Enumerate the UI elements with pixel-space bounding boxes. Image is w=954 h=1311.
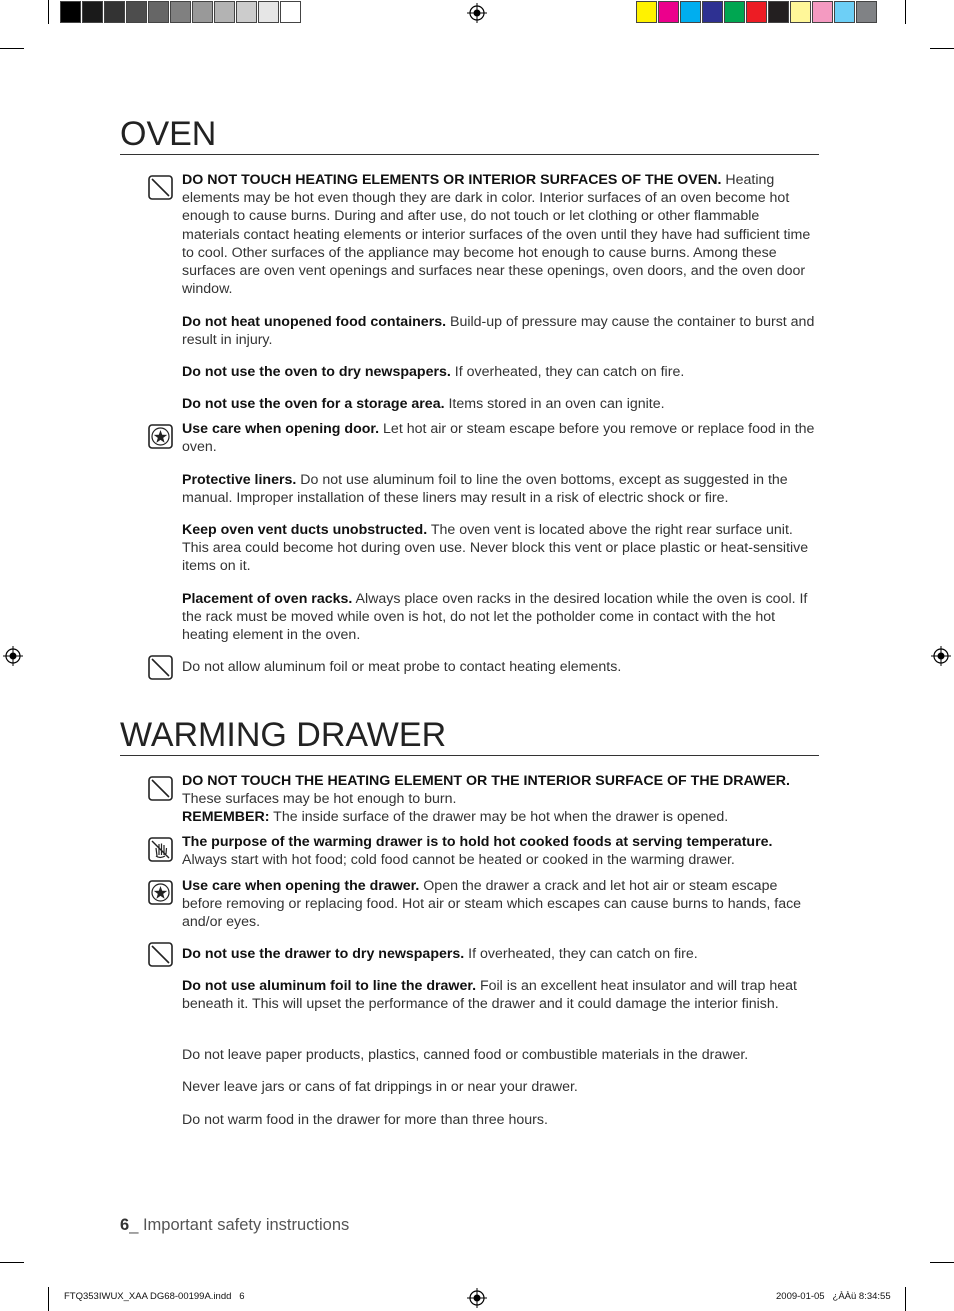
color-swatch xyxy=(680,1,701,23)
warning-text: Build-up of pressure may cause the container to burst and result in injury. xyxy=(182,314,815,349)
prohibited-icon xyxy=(148,776,173,801)
oven-caution-racks xyxy=(182,590,820,645)
registration-mark-icon xyxy=(467,3,487,23)
warning-heading: Placement of oven racks. xyxy=(182,591,353,607)
remember-label: REMEMBER: xyxy=(182,809,270,826)
warning-text: Heating elements may be hot even though they are dark in color. Interior surfaces of an oven become hot enough to cause burns. During and after use, do not touch or let clothing or other flammable materials contact heating elements or interior surfaces of the oven until they have had sufficient time to cool. Other surfaces of the appliance may become hot enough to cause burns. Among these surfaces are oven vent openings and surfaces near these openings, oven doors, and the oven door window. xyxy=(182,172,811,298)
oven-warning-storage xyxy=(182,395,820,413)
warning-heading: Do not heat unopened food containers. xyxy=(182,314,447,330)
warning-text: Do not allow aluminum foil or meat probe to contact heating elements. xyxy=(182,659,622,675)
star-caution-icon xyxy=(148,424,173,449)
warning-text: If overheated, they can catch on fire. xyxy=(464,946,698,962)
warning-heading: Use care when opening door. xyxy=(182,421,380,437)
color-swatch xyxy=(82,1,103,23)
print-slug-date: 2009-01-05 ¿ÀÀü 8:34:55 xyxy=(776,1291,891,1302)
page-footer xyxy=(120,1216,349,1235)
color-swatch xyxy=(702,1,723,23)
prohibited-icon xyxy=(148,942,173,967)
drawer-warning-paper xyxy=(182,1046,820,1064)
drawer-warning-hours xyxy=(182,1111,820,1129)
warning-heading: DO NOT TOUCH THE HEATING ELEMENT OR THE INTERIOR SURFACE OF THE DRAWER. xyxy=(182,773,790,789)
prohibited-icon xyxy=(148,655,173,680)
crop-mark xyxy=(48,0,49,24)
warning-text: Always place oven racks in the desired location while the oven is cool. If the rack must be moved while oven is hot, do not let the potholder come in contact with the hot heating element in the oven. xyxy=(182,591,808,644)
grayscale-color-bar xyxy=(60,1,302,23)
drawer-warning-newspapers xyxy=(182,945,820,963)
oven-caution-liners xyxy=(182,471,820,507)
color-swatch xyxy=(790,1,811,23)
color-swatch xyxy=(280,1,301,23)
color-swatch xyxy=(812,1,833,23)
crop-mark xyxy=(0,48,24,49)
warning-text: Always start with hot food; cold food cannot be heated or cooked in the warming drawer. xyxy=(182,852,735,869)
drawer-warning-foil xyxy=(182,977,820,1013)
warning-heading: Protective liners. xyxy=(182,472,297,488)
warning-text: Let hot air or steam escape before you remove or replace food in the oven. xyxy=(182,421,815,456)
drawer-purpose xyxy=(182,833,820,869)
registration-mark-icon xyxy=(931,646,951,666)
print-slug-filename: FTQ353IWUX_XAA DG68-00199A.indd 6 xyxy=(64,1291,245,1302)
warning-text: Foil is an excellent heat insulator and will trap heat beneath it. This will upset the performance of the drawer and it could damage the interior finish. xyxy=(182,978,798,1013)
warning-heading: Do not use aluminum foil to line the drawer. xyxy=(182,978,477,994)
warning-text: These surfaces may be hot enough to burn. xyxy=(182,791,457,808)
warning-text: If overheated, they can catch on fire. xyxy=(450,364,685,380)
color-swatch xyxy=(104,1,125,23)
star-caution-icon xyxy=(148,880,173,905)
oven-warning-foil xyxy=(182,658,820,676)
color-swatch xyxy=(658,1,679,23)
warming-drawer-section-title: WARMING DRAWER xyxy=(120,715,819,756)
hand-prohibited-icon xyxy=(148,837,173,862)
color-swatch xyxy=(636,1,657,23)
warning-heading: Do not use the oven for a storage area. xyxy=(182,396,445,412)
color-swatch xyxy=(148,1,169,23)
warning-heading: Keep oven vent ducts unobstructed. xyxy=(182,522,428,538)
page-footer-label: _ Important safety instructions xyxy=(129,1216,350,1234)
warning-text: Never leave jars or cans of fat drippings in or near your drawer. xyxy=(182,1079,578,1095)
drawer-caution-opening xyxy=(182,877,820,932)
color-swatch xyxy=(214,1,235,23)
oven-warning-containers xyxy=(182,313,820,349)
warning-heading: Do not use the oven to dry newspapers. xyxy=(182,364,451,380)
warning-text: Open the drawer a crack and let hot air or steam escape before removing or replacing food. Hot air or steam which escapes can cause burns to hands, face and/or eyes. xyxy=(182,878,802,931)
color-swatch xyxy=(746,1,767,23)
page-number: 6 xyxy=(120,1216,130,1234)
crop-mark xyxy=(48,1287,49,1311)
warning-heading: Do not use the drawer to dry newspapers. xyxy=(182,946,465,962)
drawer-warning-jars xyxy=(182,1078,820,1096)
prohibited-icon xyxy=(148,175,173,200)
crop-mark xyxy=(905,0,906,24)
color-swatch xyxy=(724,1,745,23)
oven-warning-newspapers xyxy=(182,363,820,381)
oven-section-title: OVEN xyxy=(120,114,819,155)
crop-mark xyxy=(0,1262,24,1263)
cmyk-color-bar xyxy=(636,1,878,23)
color-swatch xyxy=(258,1,279,23)
crop-mark xyxy=(930,48,954,49)
color-swatch xyxy=(170,1,191,23)
color-swatch xyxy=(768,1,789,23)
warning-text: The inside surface of the drawer may be hot when the drawer is opened. xyxy=(269,809,729,826)
color-swatch xyxy=(60,1,81,23)
oven-warning-touch xyxy=(182,171,820,298)
warning-heading: The purpose of the warming drawer is to hold hot cooked foods at serving temperature. xyxy=(182,834,773,850)
color-swatch xyxy=(192,1,213,23)
warning-text: The oven vent is located above the right rear surface unit. This area could become hot during oven use. Never block this vent or place plastic or heat-sensitive items on it. xyxy=(182,522,809,575)
crop-mark xyxy=(930,1262,954,1263)
warning-text: Do not warm food in the drawer for more than three hours. xyxy=(182,1112,548,1128)
oven-caution-door xyxy=(182,420,820,456)
warning-text: Do not use aluminum foil to line the oven bottoms, except as suggested in the manual. Improper installation of these liners may result in a risk of electric shock or fire. xyxy=(182,472,788,507)
warning-text: Items stored in an oven can ignite. xyxy=(444,396,665,412)
warning-heading: DO NOT TOUCH HEATING ELEMENTS OR INTERIOR SURFACES OF THE OVEN. xyxy=(182,172,722,188)
registration-mark-icon xyxy=(3,646,23,666)
drawer-warning-touch xyxy=(182,772,820,827)
color-swatch xyxy=(834,1,855,23)
color-swatch xyxy=(126,1,147,23)
color-swatch xyxy=(236,1,257,23)
warning-heading: Use care when opening the drawer. xyxy=(182,878,420,894)
warning-text: Do not leave paper products, plastics, canned food or combustible materials in the drawer. xyxy=(182,1047,749,1063)
oven-caution-vent xyxy=(182,521,820,576)
crop-mark xyxy=(905,1287,906,1311)
color-swatch xyxy=(856,1,877,23)
registration-mark-icon xyxy=(467,1288,487,1308)
